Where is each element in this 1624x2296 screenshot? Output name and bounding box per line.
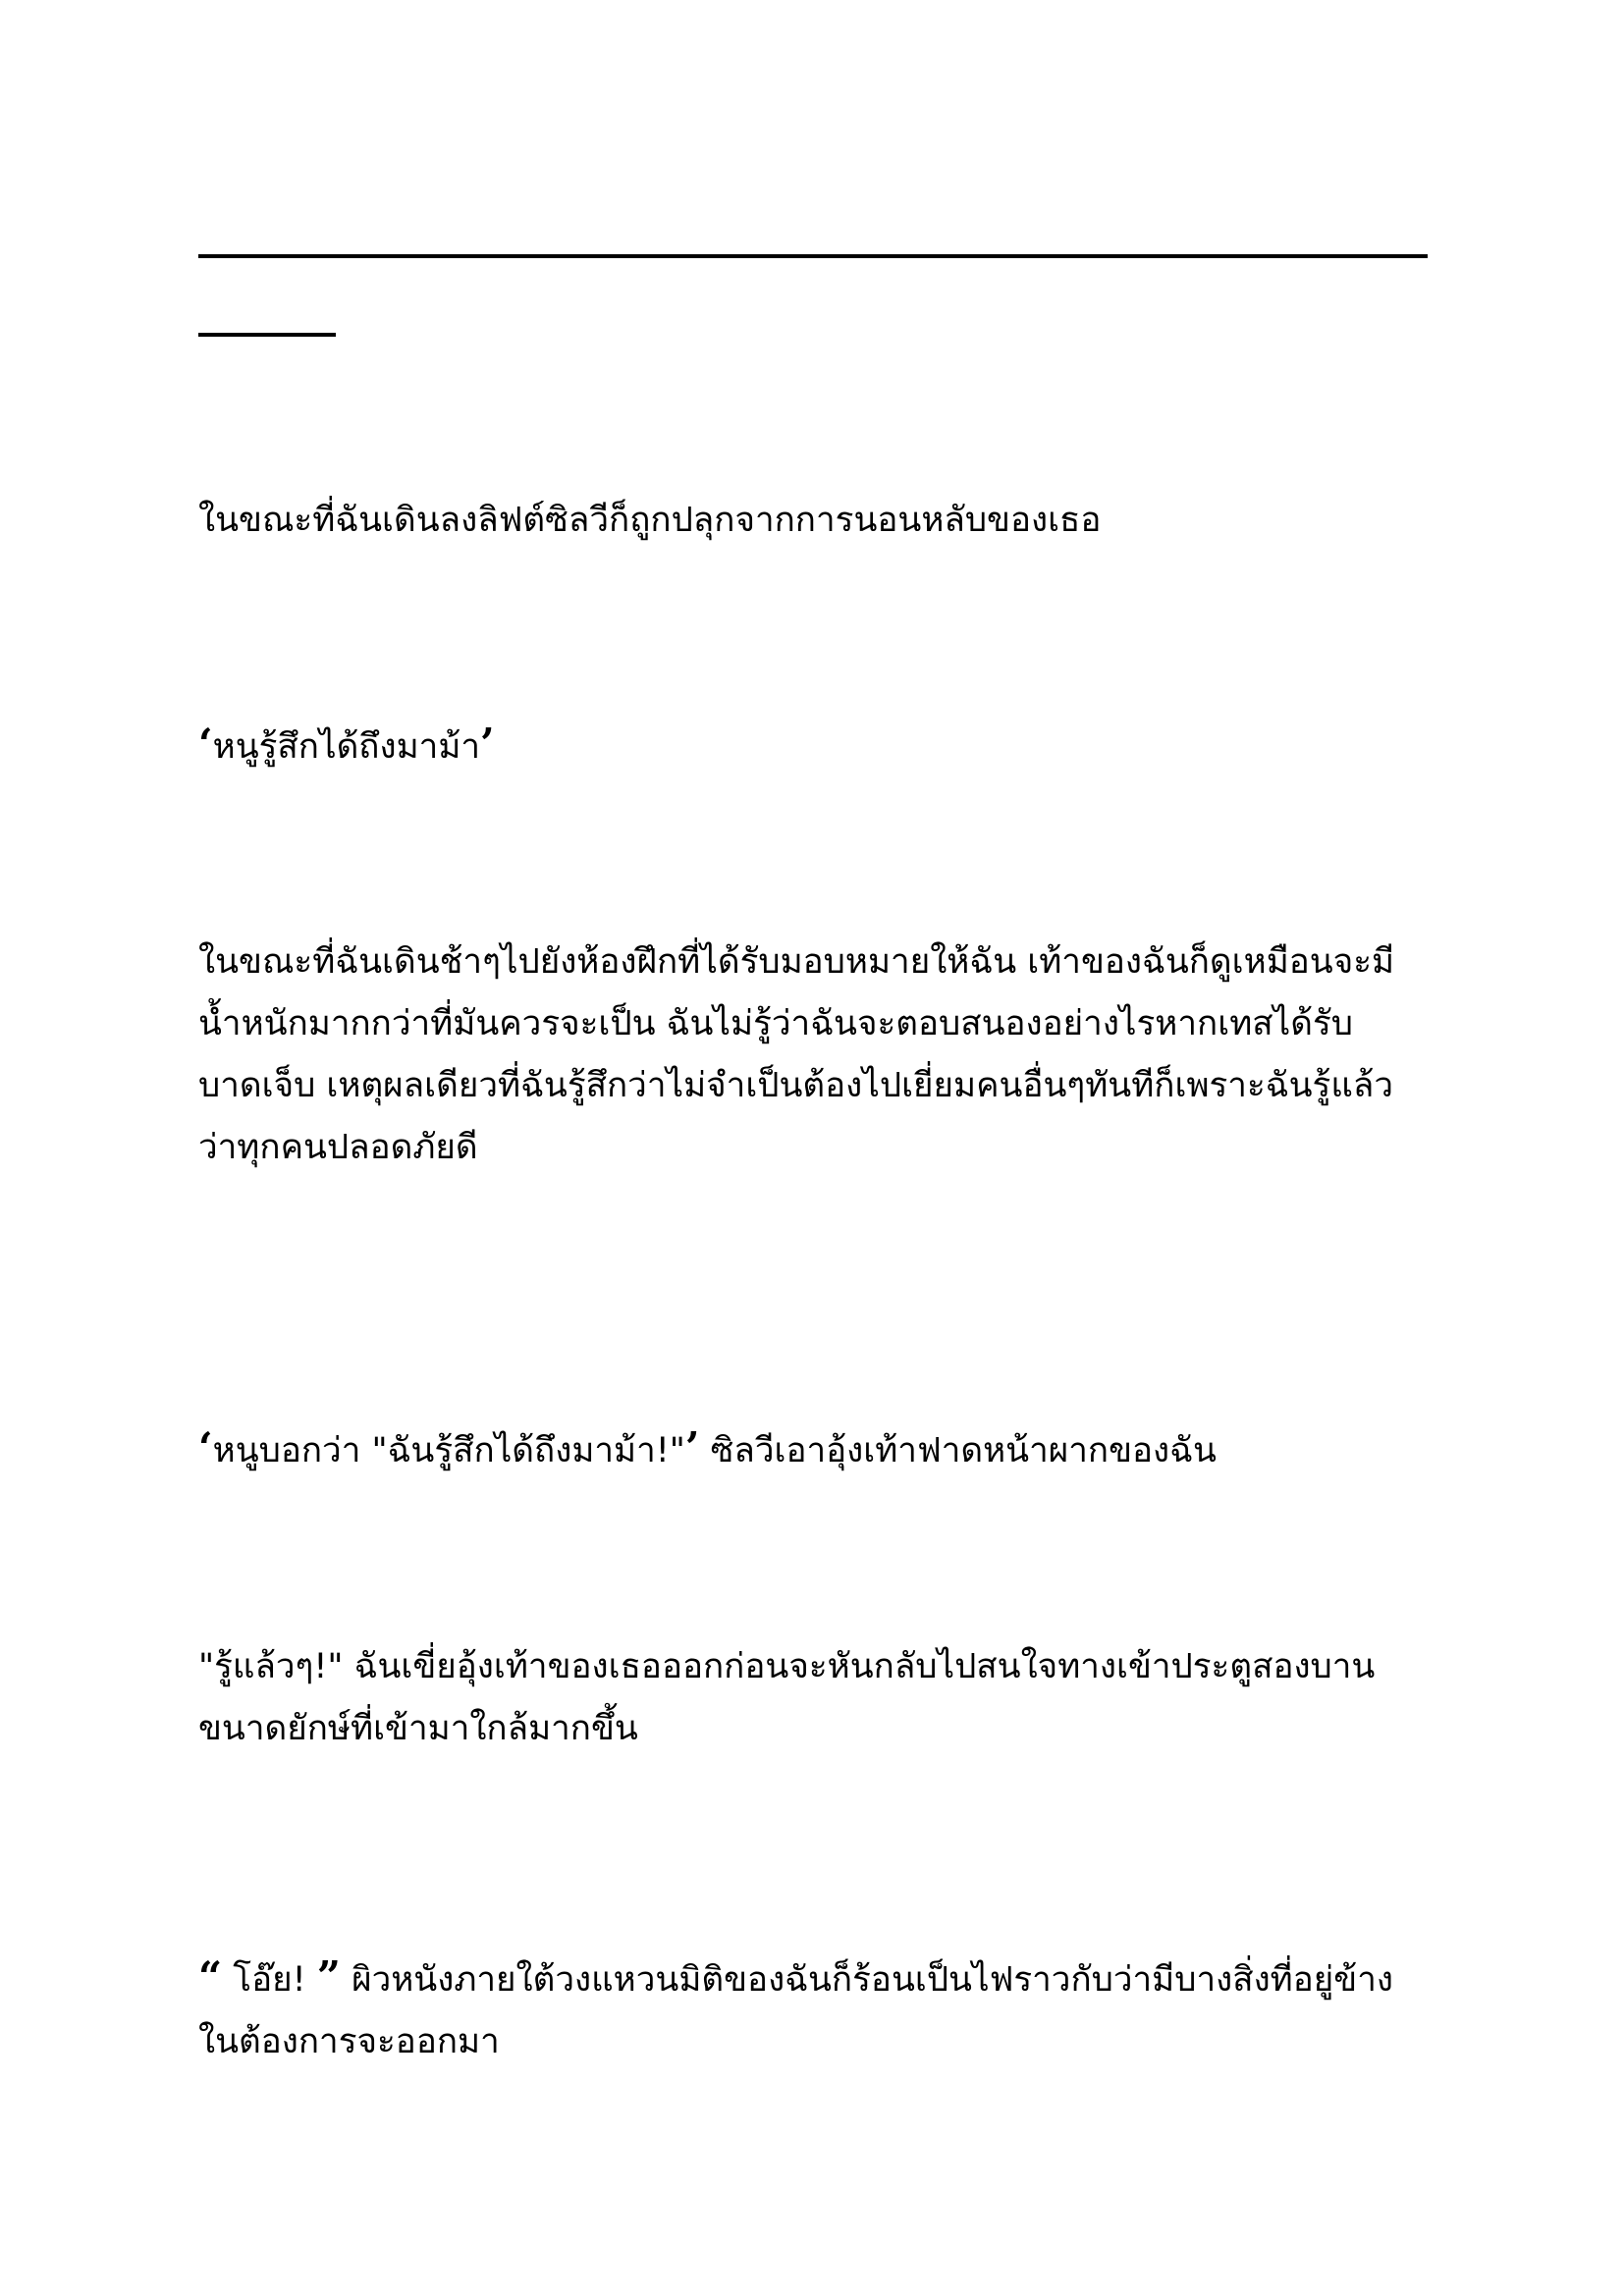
dialogue-text: โอ๊ย!: [222, 1960, 317, 2000]
open-quote-mark: “: [198, 1952, 223, 2001]
paragraph-line: [198, 1946, 1435, 2011]
close-quote-mark: ’: [684, 1423, 700, 1471]
paragraph-line: [198, 1416, 1435, 1482]
paragraph-line: ในขณะที่ฉันเดินช้าๆไปยังห้องฝึกที่ได้รับมอบหมายให้ฉัน เท้าของฉันก็ดูเหมือนจะมี: [198, 942, 1395, 982]
paragraph-line: บาดเจ็บ เหตุผลเดียวที่ฉันรู้สึกว่าไม่จำเป็นต้องไปเยี่ยมคนอื่นๆทันทีก็เพราะฉันรู้แล้ว: [198, 1066, 1393, 1105]
paragraph-5: [198, 1636, 1435, 1760]
dialogue-text: หนูบอกว่า "ฉันรู้สึกได้ถึงมาม้า!": [212, 1431, 685, 1470]
close-quote-mark: ”: [316, 1952, 341, 2001]
horizontal-rule-short: [198, 333, 336, 337]
narration-text: ผิวหนังภายใต้วงแหวนมิติของฉันก็ร้อนเป็นไฟราวกับว่ามีบางสิ่งที่อยู่ข้าง: [340, 1960, 1393, 2000]
open-quote-mark: ‘: [198, 1423, 213, 1471]
paragraph-line: "รู้แล้วๆ!" ฉันเขี่ยอุ้งเท้าของเธอออกก่อนจะหันกลับไปสนใจทางเข้าประตูสองบาน: [198, 1647, 1376, 1686]
open-quote-mark: ‘: [198, 720, 213, 768]
paragraph-3: [198, 932, 1435, 1179]
paragraph-1: [198, 490, 1435, 552]
paragraph-line: ในต้องการจะออกมา: [198, 2022, 500, 2061]
dialogue-text: หนูรู้สึกได้ถึงมาม้า: [212, 727, 481, 767]
paragraph-line: ขนาดยักษ์ที่เข้ามาใกล้มากขึ้น: [198, 1709, 638, 1748]
close-quote-mark: ’: [480, 720, 495, 768]
paragraph-line: น้ำหนักมากกว่าที่มันควรจะเป็น ฉันไม่รู้ว่าฉันจะตอบสนองอย่างไรหากเทสได้รับ: [198, 1004, 1353, 1043]
paragraph-4: [198, 1416, 1435, 1482]
paragraph-6: [198, 1946, 1435, 2073]
paragraph-line: ว่าทุกคนปลอดภัยดี: [198, 1128, 478, 1167]
paragraph-2: [198, 713, 1435, 778]
paragraph-line: ในขณะที่ฉันเดินลงลิฟต์ซิลวีก็ถูกปลุกจากการนอนหลับของเธอ: [198, 501, 1102, 540]
narration-text: ซิลวีเอาอุ้งเท้าฟาดหน้าผากของฉัน: [699, 1431, 1217, 1470]
horizontal-rule-long: [198, 254, 1428, 258]
paragraph-line: [198, 713, 1435, 778]
